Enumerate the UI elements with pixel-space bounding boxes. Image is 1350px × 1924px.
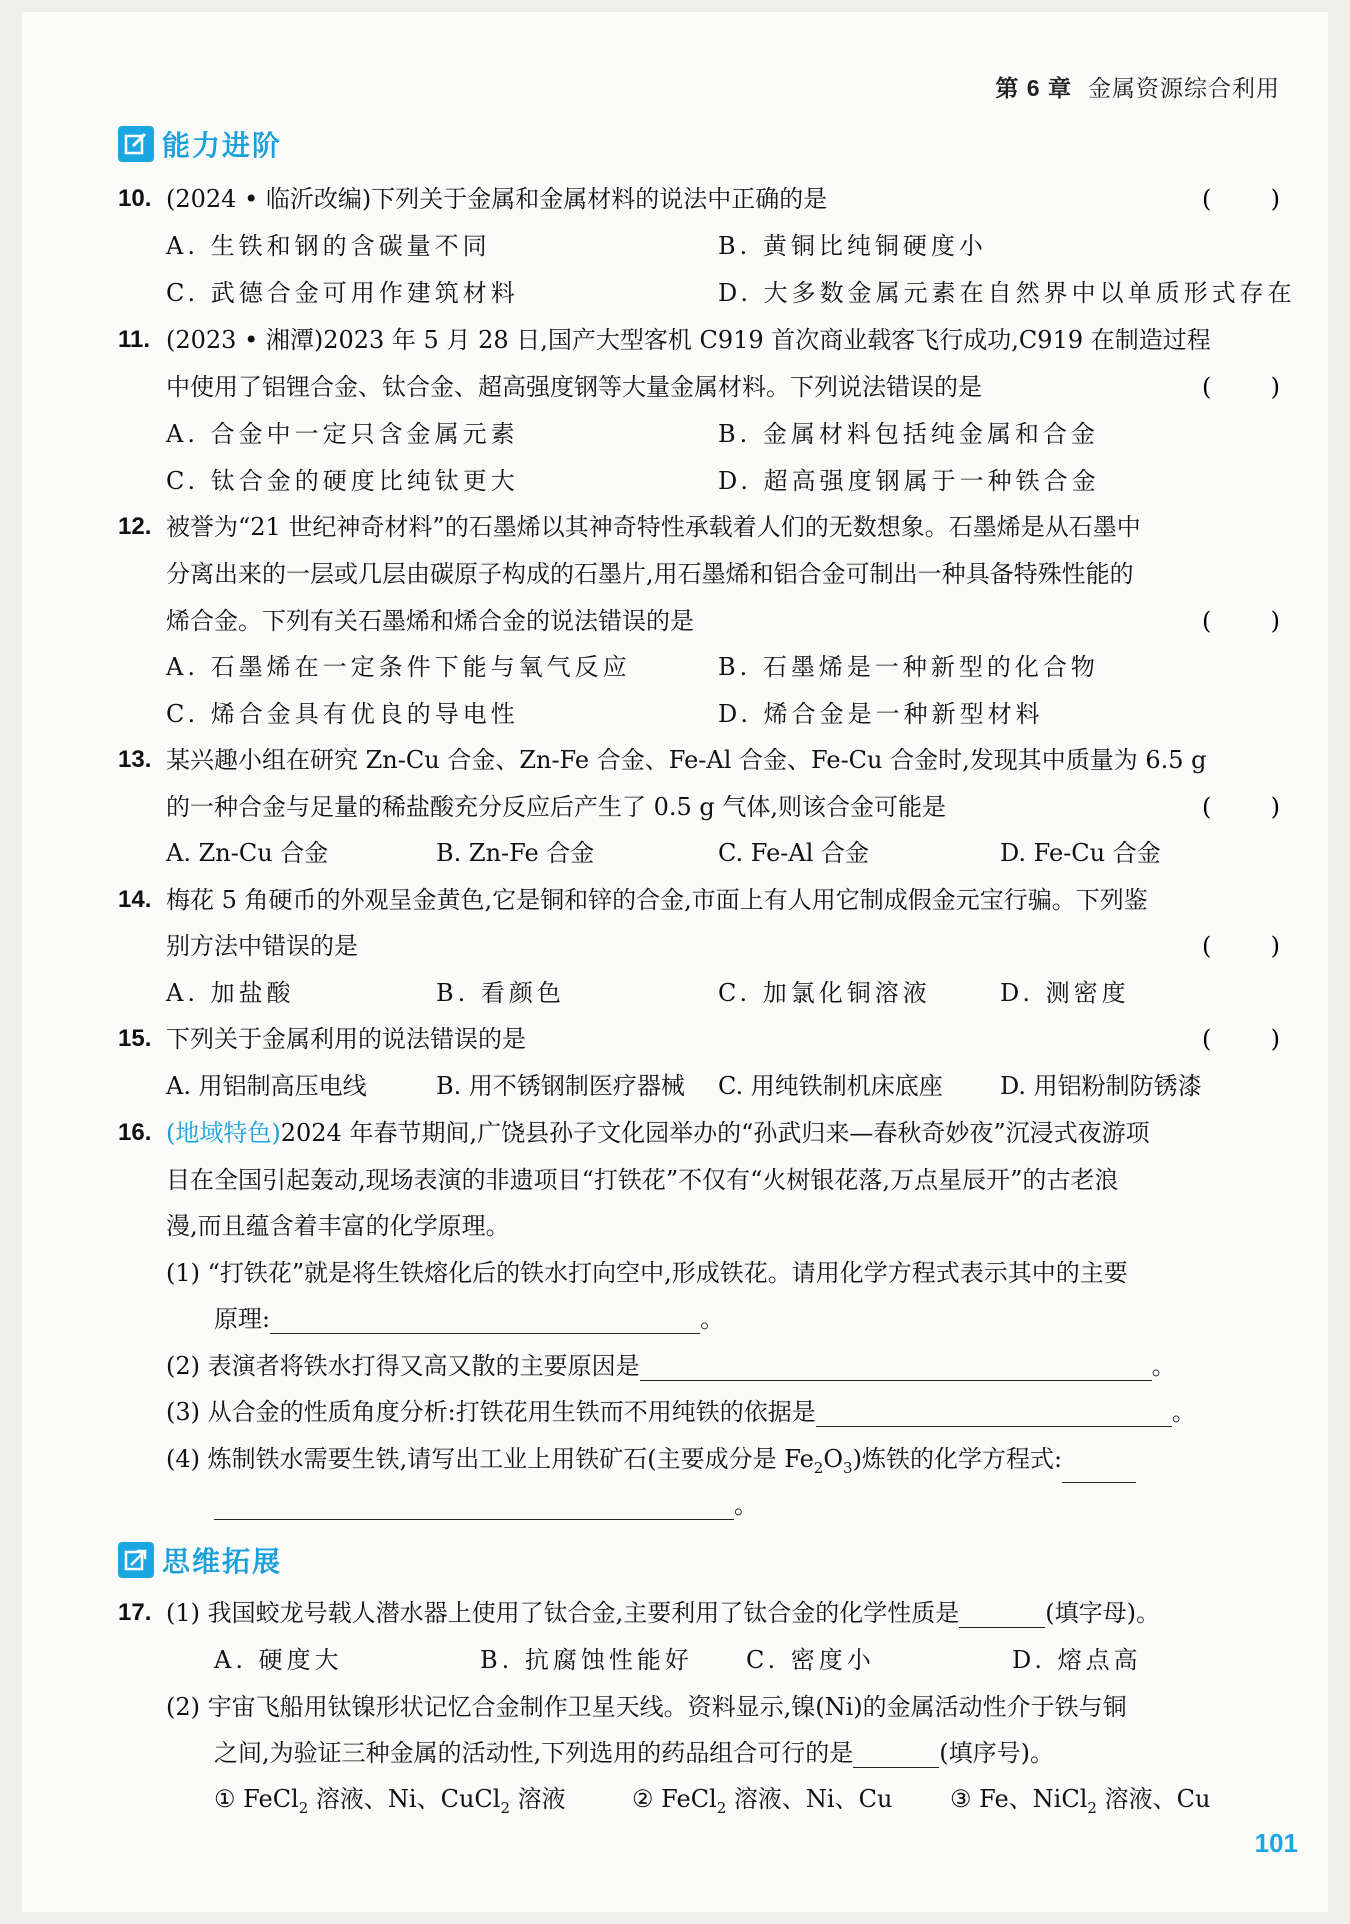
option: A. 硬度大 [214, 1646, 343, 1674]
answer-blank[interactable] [1062, 1458, 1136, 1483]
sub-question: (4) 炼制铁水需要生铁,请写出工业上用铁矿石(主要成分是 $Fe_2O_3$)炼铁的化学方程式: [166, 1444, 1136, 1483]
sub-question: (1) 我国蛟龙号载人潜水器上使用了钛合金,主要利用了钛合金的化学性质是 (填字母)。 [166, 1599, 1160, 1627]
question-number: 15. [118, 1025, 152, 1052]
option: A. 用铝制高压电线 [166, 1072, 367, 1100]
option: A. 合金中一定只含金属元素 [166, 420, 519, 448]
option: B. 黄铜比纯铜硬度小 [718, 232, 987, 260]
option: B. 石墨烯是一种新型的化合物 [718, 653, 1099, 681]
option: D. 大多数金属元素在自然界中以单质形式存在 [718, 279, 1296, 307]
rocket-icon [118, 1542, 154, 1578]
question-stem: 目在全国引起轰动,现场表演的非遗项目“打铁花”不仅有“火树银花落,万点星辰开”的古老浪 [166, 1166, 1119, 1194]
option: B. 抗腐蚀性能好 [480, 1646, 693, 1674]
sub-question: 。 [214, 1490, 758, 1520]
answer-paren: ( ) [1202, 793, 1280, 821]
option: A. 石墨烯在一定条件下能与氧气反应 [166, 653, 631, 681]
chapter-number: 第 6 章 [995, 75, 1072, 101]
option: D. 熔点高 [1012, 1646, 1142, 1674]
section-title: 思维拓展 [162, 1545, 283, 1578]
answer-paren: ( ) [1202, 932, 1280, 960]
sub-question: 原理: 。 [214, 1305, 725, 1333]
page-header [995, 70, 1280, 103]
option: C. 烯合金具有优良的导电性 [166, 700, 519, 728]
option: C. 密度小 [746, 1646, 875, 1674]
question-stem: 的一种合金与足量的稀盐酸充分反应后产生了 0.5 g 气体,则该合金可能是 [166, 793, 947, 821]
question-stem: 中使用了铝锂合金、钛合金、超高强度钢等大量金属材料。下列说法错误的是 [166, 373, 982, 401]
option: C. 用纯铁制机床底座 [718, 1072, 943, 1100]
option: B. 看颜色 [436, 979, 565, 1007]
question-stem: 被誉为“21 世纪神奇材料”的石墨烯以其神奇特性承载着人们的无数想象。石墨烯是从石墨中 [166, 513, 1141, 541]
question-number: 13. [118, 746, 152, 773]
option: C. Fe-Al 合金 [718, 839, 870, 867]
option: C. 武德合金可用作建筑材料 [166, 279, 519, 307]
answer-paren: ( ) [1202, 185, 1280, 213]
question-stem: 别方法中错误的是 [166, 932, 358, 960]
sub-question: (3) 从合金的性质角度分析:打铁花用生铁而不用纯铁的依据是 。 [166, 1398, 1196, 1426]
answer-paren: ( ) [1202, 373, 1280, 401]
question-stem: (地域特色)2024 年春节期间,广饶县孙子文化园举办的“孙武归来—春秋奇妙夜”沉浸式夜游项 [166, 1119, 1150, 1147]
question-stem: 烯合金。下列有关石墨烯和烯合金的说法错误的是 [166, 607, 694, 635]
option: B. 用不锈钢制医疗器械 [436, 1072, 685, 1100]
question-number: 12. [118, 513, 152, 540]
option: D. 用铝粉制防锈漆 [1000, 1072, 1202, 1100]
sub-question: (2) 表演者将铁水打得又高又散的主要原因是 。 [166, 1352, 1176, 1380]
question-stem: (2023 • 湘潭)2023 年 5 月 28 日,国产大型客机 C919 首次商业载客飞行成功,C919 在制造过程 [166, 326, 1211, 354]
section-heading-thinking [118, 1540, 282, 1580]
question-stem: 梅花 5 角硬币的外观呈金黄色,它是铜和锌的合金,市面上有人用它制成假金元宝行骗。下列鉴 [166, 886, 1148, 914]
option: B. Zn-Fe 合金 [436, 839, 595, 867]
answer-blank[interactable] [214, 1495, 734, 1520]
option: A. Zn-Cu 合金 [166, 839, 329, 867]
question-stem: 某兴趣小组在研究 Zn-Cu 合金、Zn-Fe 合金、Fe-Al 合金、Fe-Cu 合金时,发现其中质量为 6.5 g [166, 746, 1207, 774]
question-number: 11. [118, 326, 151, 353]
question-stem: 下列关于金属利用的说法错误的是 [166, 1025, 526, 1053]
option: A. 加盐酸 [166, 979, 295, 1007]
question-number: 17. [118, 1599, 152, 1626]
page-number: 101 [1254, 1828, 1298, 1858]
regional-tag: (地域特色) [166, 1119, 281, 1147]
option: D. 测密度 [1000, 979, 1130, 1007]
option: C. 钛合金的硬度比纯钛更大 [166, 467, 519, 495]
option: ③ Fe、NiCl$_2$ 溶液、Cu [950, 1785, 1211, 1817]
option: ① FeCl$_2$ 溶液、Ni、CuCl$_2$ 溶液 [214, 1785, 566, 1817]
section-title: 能力进阶 [162, 129, 283, 162]
option: D. 超高强度钢属于一种铁合金 [718, 467, 1100, 495]
option: C. 加氯化铜溶液 [718, 979, 931, 1007]
question-stem: 分离出来的一层或几层由碳原子构成的石墨片,用石墨烯和铝合金可制出一种具备特殊性能的 [166, 560, 1134, 588]
option: D. Fe-Cu 合金 [1000, 839, 1161, 867]
question-stem: (2024 • 临沂改编)下列关于金属和金属材料的说法中正确的是 [166, 185, 828, 213]
option: D. 烯合金是一种新型材料 [718, 700, 1044, 728]
answer-blank[interactable] [640, 1356, 1152, 1381]
sub-question: (1) “打铁花”就是将生铁熔化后的铁水打向空中,形成铁花。请用化学方程式表示其中的主要 [166, 1259, 1128, 1287]
option: A. 生铁和钢的含碳量不同 [166, 232, 491, 260]
question-number: 16. [118, 1119, 152, 1146]
edit-icon [118, 126, 154, 162]
answer-paren: ( ) [1202, 607, 1280, 635]
answer-blank[interactable] [959, 1603, 1045, 1628]
answer-blank[interactable] [816, 1402, 1172, 1427]
question-number: 14. [118, 886, 152, 913]
sub-question: 之间,为验证三种金属的活动性,下列选用的药品组合可行的是 (填序号)。 [214, 1739, 1054, 1767]
sub-question: (2) 宇宙飞船用钛镍形状记忆合金制作卫星天线。资料显示,镍(Ni)的金属活动性介于铁与铜 [166, 1693, 1127, 1721]
answer-blank[interactable] [270, 1309, 700, 1334]
section-heading-ability [118, 124, 282, 164]
answer-paren: ( ) [1202, 1025, 1280, 1053]
option: B. 金属材料包括纯金属和合金 [718, 420, 1099, 448]
option: ② FeCl$_2$ 溶液、Ni、Cu [632, 1785, 893, 1817]
answer-blank[interactable] [853, 1743, 939, 1768]
chapter-title: 金属资源综合利用 [1088, 75, 1280, 101]
question-stem: 漫,而且蕴含着丰富的化学原理。 [166, 1212, 510, 1240]
question-number: 10. [118, 185, 152, 212]
